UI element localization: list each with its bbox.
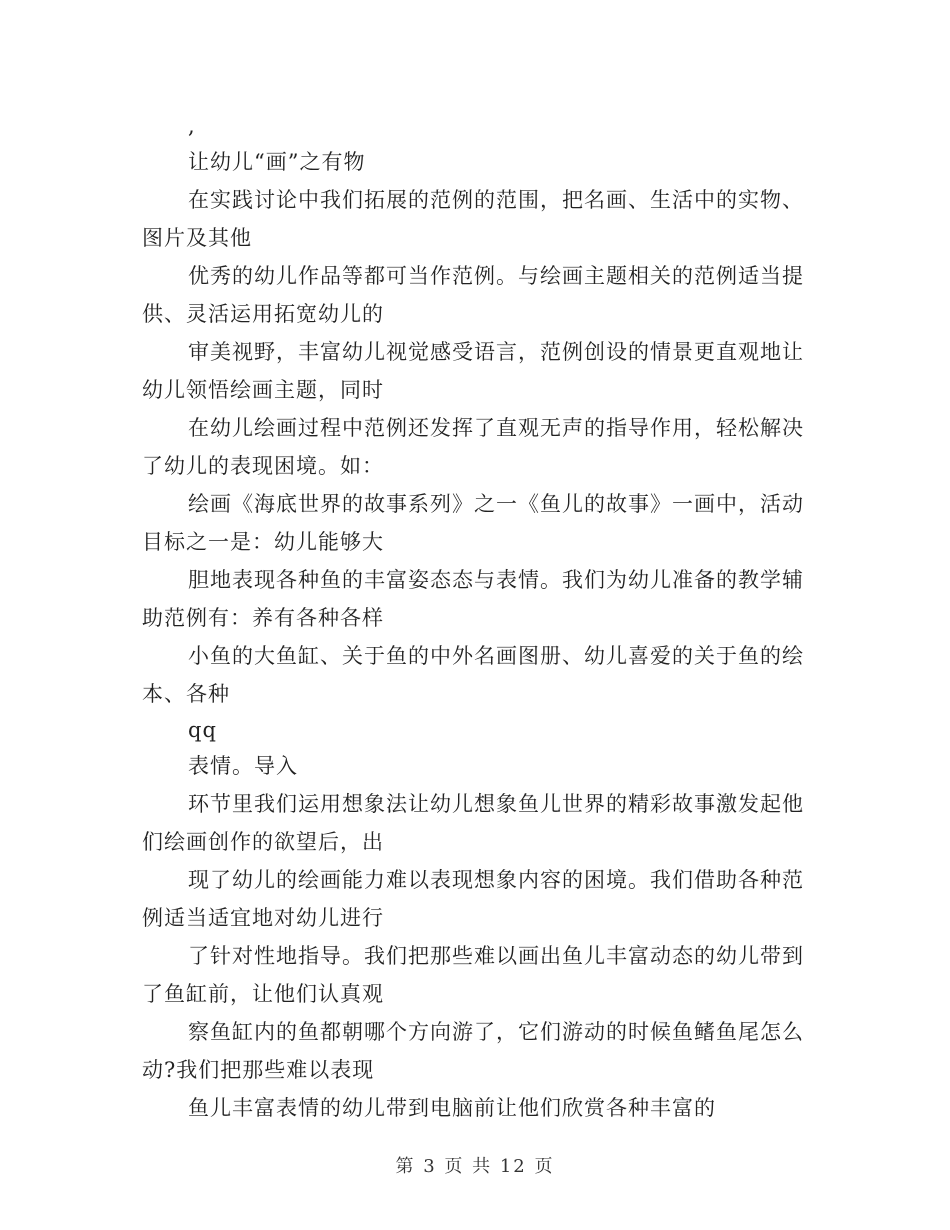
text-line: ,	[188, 114, 196, 138]
text-line: 小鱼的大鱼缸、关于鱼的中外名画图册、幼儿喜爱的关于鱼的绘	[188, 644, 804, 668]
text-line: 图片及其他	[142, 226, 252, 250]
text-line: 例适当适宜地对幼儿进行	[142, 906, 384, 930]
text-line: qq	[188, 718, 217, 742]
text-line: 优秀的幼儿作品等都可当作范例。与绘画主题相关的范例适当提	[188, 264, 804, 288]
text-line: 们绘画创作的欲望后，出	[142, 830, 384, 854]
text-line: 在实践讨论中我们拓展的范例的范围，把名画、生活中的实物、	[188, 188, 804, 212]
text-line: 助范例有：养有各种各样	[142, 606, 384, 630]
text-line: 本、各种	[142, 682, 230, 706]
text-line: 了鱼缸前，让他们认真观	[142, 982, 384, 1006]
text-line: 了针对性地指导。我们把那些难以画出鱼儿丰富动态的幼儿带到	[188, 944, 804, 968]
text-line: 鱼儿丰富表情的幼儿带到电脑前让他们欣赏各种丰富的	[188, 1096, 716, 1120]
text-line: 在幼儿绘画过程中范例还发挥了直观无声的指导作用，轻松解决	[188, 416, 804, 440]
text-line: 目标之一是：幼儿能够大	[142, 530, 384, 554]
text-line: 胆地表现各种鱼的丰富姿态态与表情。我们为幼儿准备的教学辅	[188, 568, 804, 592]
text-line: 了幼儿的表现困境。如：	[142, 454, 384, 478]
text-line: 现了幼儿的绘画能力难以表现想象内容的困境。我们借助各种范	[188, 868, 804, 892]
text-line: 供、灵活运用拓宽幼儿的	[142, 302, 384, 326]
page-footer: 第 3 页 共 12 页	[395, 1156, 555, 1177]
text-line: 审美视野，丰富幼儿视觉感受语言，范例创设的情景更直观地让	[188, 340, 804, 364]
text-line: 幼儿领悟绘画主题，同时	[142, 378, 384, 402]
text-line: 动?我们把那些难以表现	[142, 1058, 375, 1082]
text-line: 绘画《海底世界的故事系列》之一《鱼儿的故事》一画中，活动	[188, 492, 804, 516]
text-line: 察鱼缸内的鱼都朝哪个方向游了，它们游动的时候鱼鳍鱼尾怎么	[188, 1020, 804, 1044]
text-line: 表情。导入	[188, 754, 298, 778]
section-heading: 让幼儿“画”之有物	[188, 150, 366, 174]
text-line: 环节里我们运用想象法让幼儿想象鱼儿世界的精彩故事激发起他	[188, 792, 804, 816]
